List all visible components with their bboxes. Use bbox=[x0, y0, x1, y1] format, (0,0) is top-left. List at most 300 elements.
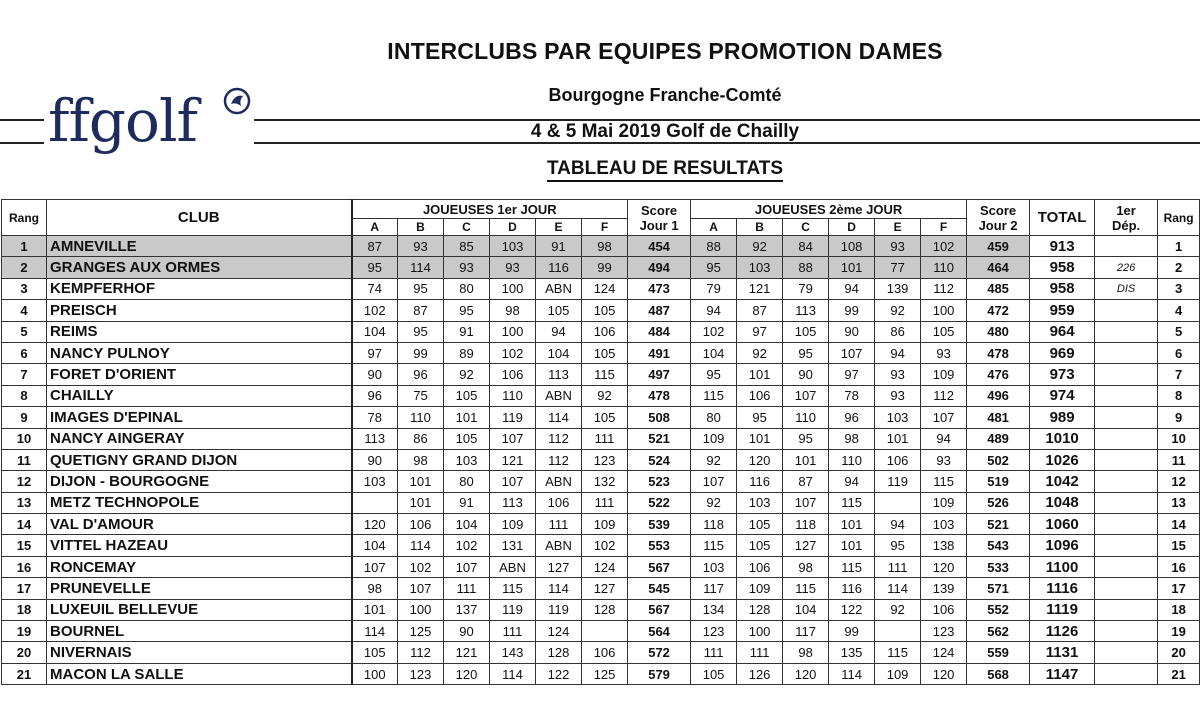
day2-player-a-score: 123 bbox=[691, 621, 737, 642]
day2-player-e-score: 119 bbox=[875, 471, 921, 492]
day1-player-b-score: 101 bbox=[398, 492, 444, 513]
day1-player-a-score: 100 bbox=[352, 663, 398, 684]
day1-total-cell: 553 bbox=[628, 535, 691, 556]
day2-total-cell: 559 bbox=[967, 642, 1030, 663]
day2-player-a-score: 118 bbox=[691, 514, 737, 535]
day2-player-a-score: 111 bbox=[691, 642, 737, 663]
day2-player-c-score: 95 bbox=[783, 428, 829, 449]
rank-cell: 6 bbox=[2, 342, 47, 363]
day1-player-e-score: 106 bbox=[536, 492, 582, 513]
day1-player-f-score: 125 bbox=[582, 663, 628, 684]
grand-total-cell: 989 bbox=[1030, 407, 1095, 428]
day1-player-d-score: 119 bbox=[490, 599, 536, 620]
day2-player-c-score: 115 bbox=[783, 578, 829, 599]
club-name-cell: DIJON - BOURGOGNE bbox=[47, 471, 352, 492]
col-d2-b: B bbox=[737, 219, 783, 236]
day2-player-a-score: 95 bbox=[691, 364, 737, 385]
day2-total-cell: 459 bbox=[967, 236, 1030, 257]
score1-label-2: Jour 1 bbox=[639, 217, 679, 233]
dep-label-1: 1er bbox=[1116, 202, 1136, 218]
day1-total-cell: 508 bbox=[628, 407, 691, 428]
club-name-cell: CHAILLY bbox=[47, 385, 352, 406]
day2-player-b-score: 109 bbox=[737, 578, 783, 599]
table-row bbox=[2, 449, 1200, 470]
rank-cell: 10 bbox=[2, 428, 47, 449]
day2-player-a-score: 117 bbox=[691, 578, 737, 599]
day2-player-b-score: 111 bbox=[737, 642, 783, 663]
rank-right-cell: 21 bbox=[1158, 663, 1200, 684]
document-header bbox=[0, 0, 1200, 195]
day2-player-f-score: 120 bbox=[921, 663, 967, 684]
day1-player-f-score: 106 bbox=[582, 321, 628, 342]
day2-player-a-score: 109 bbox=[691, 428, 737, 449]
club-name-cell: RONCEMAY bbox=[47, 556, 352, 577]
rank-right-cell: 12 bbox=[1158, 471, 1200, 492]
table-row bbox=[2, 342, 1200, 363]
day1-player-e-score: ABN bbox=[536, 385, 582, 406]
day1-player-d-score: 110 bbox=[490, 385, 536, 406]
day2-player-c-score: 101 bbox=[783, 449, 829, 470]
table-row bbox=[2, 492, 1200, 513]
first-departure-cell bbox=[1095, 578, 1158, 599]
day1-player-b-score: 93 bbox=[398, 236, 444, 257]
day2-player-a-score: 95 bbox=[691, 257, 737, 278]
day2-player-f-score: 138 bbox=[921, 535, 967, 556]
day2-player-f-score: 120 bbox=[921, 556, 967, 577]
day2-player-d-score: 101 bbox=[829, 514, 875, 535]
rank-right-cell: 14 bbox=[1158, 514, 1200, 535]
day2-player-e-score bbox=[875, 621, 921, 642]
col-d2-d: D bbox=[829, 219, 875, 236]
rank-cell: 19 bbox=[2, 621, 47, 642]
day2-total-cell: 476 bbox=[967, 364, 1030, 385]
day1-player-a-score: 97 bbox=[352, 342, 398, 363]
day2-player-b-score: 116 bbox=[737, 471, 783, 492]
day2-total-cell: 489 bbox=[967, 428, 1030, 449]
club-name-cell: KEMPFERHOF bbox=[47, 278, 352, 299]
day2-player-b-score: 121 bbox=[737, 278, 783, 299]
table-row bbox=[2, 514, 1200, 535]
day1-player-d-score: 107 bbox=[490, 428, 536, 449]
first-departure-cell bbox=[1095, 471, 1158, 492]
day1-player-d-score: ABN bbox=[490, 556, 536, 577]
day1-player-f-score: 123 bbox=[582, 449, 628, 470]
rank-right-cell: 13 bbox=[1158, 492, 1200, 513]
day1-player-f-score: 115 bbox=[582, 364, 628, 385]
rank-right-cell: 17 bbox=[1158, 578, 1200, 599]
day1-player-c-score: 121 bbox=[444, 642, 490, 663]
day2-player-c-score: 95 bbox=[783, 342, 829, 363]
first-departure-cell bbox=[1095, 428, 1158, 449]
day1-player-c-score: 107 bbox=[444, 556, 490, 577]
day1-player-e-score: 111 bbox=[536, 514, 582, 535]
first-departure-cell bbox=[1095, 514, 1158, 535]
day2-player-e-score: 103 bbox=[875, 407, 921, 428]
club-name-cell: GRANGES AUX ORMES bbox=[47, 257, 352, 278]
day2-total-cell: 562 bbox=[967, 621, 1030, 642]
day1-player-d-score: 115 bbox=[490, 578, 536, 599]
day1-player-f-score: 92 bbox=[582, 385, 628, 406]
col-d1-f: F bbox=[582, 219, 628, 236]
rank-right-cell: 16 bbox=[1158, 556, 1200, 577]
day1-player-b-score: 99 bbox=[398, 342, 444, 363]
day1-total-cell: 491 bbox=[628, 342, 691, 363]
day2-player-f-score: 115 bbox=[921, 471, 967, 492]
table-title bbox=[330, 158, 1000, 180]
day1-player-b-score: 114 bbox=[398, 535, 444, 556]
logo-wordmark: ffgolf bbox=[48, 87, 197, 155]
day2-total-cell: 485 bbox=[967, 278, 1030, 299]
day2-total-cell: 526 bbox=[967, 492, 1030, 513]
day2-player-d-score: 97 bbox=[829, 364, 875, 385]
day1-player-c-score: 89 bbox=[444, 342, 490, 363]
day1-player-f-score bbox=[582, 621, 628, 642]
first-departure-cell bbox=[1095, 535, 1158, 556]
day2-player-d-score: 114 bbox=[829, 663, 875, 684]
day1-player-b-score: 107 bbox=[398, 578, 444, 599]
day1-player-b-score: 123 bbox=[398, 663, 444, 684]
day1-player-a-score: 114 bbox=[352, 621, 398, 642]
day1-player-d-score: 114 bbox=[490, 663, 536, 684]
day1-player-d-score: 109 bbox=[490, 514, 536, 535]
table-row bbox=[2, 385, 1200, 406]
day1-player-c-score: 102 bbox=[444, 535, 490, 556]
day2-player-e-score: 94 bbox=[875, 514, 921, 535]
day2-player-d-score: 99 bbox=[829, 621, 875, 642]
day2-player-c-score: 90 bbox=[783, 364, 829, 385]
dep-label-2: Dép. bbox=[1111, 217, 1141, 233]
day1-player-c-score: 80 bbox=[444, 278, 490, 299]
col-dep bbox=[1095, 200, 1158, 236]
rank-right-cell: 6 bbox=[1158, 342, 1200, 363]
day1-player-f-score: 124 bbox=[582, 556, 628, 577]
day2-player-c-score: 127 bbox=[783, 535, 829, 556]
day1-player-b-score: 95 bbox=[398, 321, 444, 342]
col-club: CLUB bbox=[47, 200, 352, 236]
day2-player-c-score: 87 bbox=[783, 471, 829, 492]
rank-cell: 18 bbox=[2, 599, 47, 620]
day1-player-e-score: 91 bbox=[536, 236, 582, 257]
grand-total-cell: 959 bbox=[1030, 300, 1095, 321]
club-name-cell: NIVERNAIS bbox=[47, 642, 352, 663]
day1-player-b-score: 96 bbox=[398, 364, 444, 385]
day2-player-a-score: 105 bbox=[691, 663, 737, 684]
day2-player-d-score: 78 bbox=[829, 385, 875, 406]
rank-cell: 11 bbox=[2, 449, 47, 470]
day1-player-a-score: 113 bbox=[352, 428, 398, 449]
day1-player-f-score: 102 bbox=[582, 535, 628, 556]
day1-player-a-score: 104 bbox=[352, 535, 398, 556]
day2-player-e-score: 93 bbox=[875, 385, 921, 406]
day1-player-a-score: 95 bbox=[352, 257, 398, 278]
day1-player-d-score: 100 bbox=[490, 278, 536, 299]
table-row bbox=[2, 364, 1200, 385]
results-body bbox=[2, 236, 1200, 685]
day1-player-a-score: 90 bbox=[352, 364, 398, 385]
day1-player-b-score: 101 bbox=[398, 471, 444, 492]
day1-player-f-score: 109 bbox=[582, 514, 628, 535]
golf-ball-icon bbox=[222, 86, 252, 116]
rank-right-cell: 4 bbox=[1158, 300, 1200, 321]
day1-player-c-score: 101 bbox=[444, 407, 490, 428]
rank-cell: 17 bbox=[2, 578, 47, 599]
day2-player-c-score: 107 bbox=[783, 492, 829, 513]
day2-player-d-score: 108 bbox=[829, 236, 875, 257]
day1-player-f-score: 105 bbox=[582, 407, 628, 428]
rank-right-cell: 18 bbox=[1158, 599, 1200, 620]
day1-player-c-score: 90 bbox=[444, 621, 490, 642]
day1-player-b-score: 87 bbox=[398, 300, 444, 321]
day1-total-cell: 454 bbox=[628, 236, 691, 257]
day2-player-b-score: 95 bbox=[737, 407, 783, 428]
day2-total-cell: 478 bbox=[967, 342, 1030, 363]
day2-player-f-score: 93 bbox=[921, 449, 967, 470]
day1-player-b-score: 95 bbox=[398, 278, 444, 299]
col-group-day2: JOUEUSES 2ème JOUR bbox=[691, 200, 967, 219]
day2-player-c-score: 120 bbox=[783, 663, 829, 684]
day1-player-e-score: 122 bbox=[536, 663, 582, 684]
grand-total-cell: 1060 bbox=[1030, 514, 1095, 535]
club-name-cell: IMAGES D'EPINAL bbox=[47, 407, 352, 428]
day1-player-e-score: ABN bbox=[536, 471, 582, 492]
col-group-day1: JOUEUSES 1er JOUR bbox=[352, 200, 628, 219]
day1-player-d-score: 107 bbox=[490, 471, 536, 492]
day1-player-a-score: 87 bbox=[352, 236, 398, 257]
rank-right-cell: 15 bbox=[1158, 535, 1200, 556]
table-row bbox=[2, 300, 1200, 321]
day1-player-b-score: 125 bbox=[398, 621, 444, 642]
day1-player-f-score: 111 bbox=[582, 492, 628, 513]
day1-total-cell: 487 bbox=[628, 300, 691, 321]
club-name-cell: QUETIGNY GRAND DIJON bbox=[47, 449, 352, 470]
grand-total-cell: 1026 bbox=[1030, 449, 1095, 470]
day1-player-e-score: 105 bbox=[536, 300, 582, 321]
day1-player-a-score: 104 bbox=[352, 321, 398, 342]
rank-cell: 9 bbox=[2, 407, 47, 428]
region-subtitle: Bourgogne Franche-Comté bbox=[548, 85, 782, 105]
rank-right-cell: 5 bbox=[1158, 321, 1200, 342]
first-departure-cell bbox=[1095, 556, 1158, 577]
day2-player-f-score: 109 bbox=[921, 492, 967, 513]
day2-player-f-score: 102 bbox=[921, 236, 967, 257]
club-name-cell: PRUNEVELLE bbox=[47, 578, 352, 599]
club-name-cell: MACON LA SALLE bbox=[47, 663, 352, 684]
day2-player-e-score: 86 bbox=[875, 321, 921, 342]
day2-player-b-score: 92 bbox=[737, 236, 783, 257]
day2-player-d-score: 94 bbox=[829, 471, 875, 492]
day2-player-e-score: 109 bbox=[875, 663, 921, 684]
day2-total-cell: 521 bbox=[967, 514, 1030, 535]
day1-player-b-score: 114 bbox=[398, 257, 444, 278]
day2-player-a-score: 107 bbox=[691, 471, 737, 492]
day2-total-cell: 496 bbox=[967, 385, 1030, 406]
grand-total-cell: 1147 bbox=[1030, 663, 1095, 684]
first-departure-cell bbox=[1095, 599, 1158, 620]
first-departure-cell bbox=[1095, 492, 1158, 513]
day1-player-a-score: 101 bbox=[352, 599, 398, 620]
rank-right-cell: 3 bbox=[1158, 278, 1200, 299]
rank-right-cell: 1 bbox=[1158, 236, 1200, 257]
first-departure-cell bbox=[1095, 321, 1158, 342]
day1-player-e-score: 124 bbox=[536, 621, 582, 642]
day1-player-d-score: 131 bbox=[490, 535, 536, 556]
day1-total-cell: 522 bbox=[628, 492, 691, 513]
day1-player-e-score: 119 bbox=[536, 599, 582, 620]
day1-player-b-score: 110 bbox=[398, 407, 444, 428]
day2-player-d-score: 101 bbox=[829, 535, 875, 556]
day1-player-a-score: 120 bbox=[352, 514, 398, 535]
day1-player-c-score: 91 bbox=[444, 492, 490, 513]
day2-player-c-score: 104 bbox=[783, 599, 829, 620]
score2-label-2: Jour 2 bbox=[978, 217, 1018, 233]
day1-player-a-score: 105 bbox=[352, 642, 398, 663]
grand-total-cell: 1042 bbox=[1030, 471, 1095, 492]
day2-player-b-score: 126 bbox=[737, 663, 783, 684]
day2-total-cell: 480 bbox=[967, 321, 1030, 342]
first-departure-cell bbox=[1095, 385, 1158, 406]
rank-cell: 16 bbox=[2, 556, 47, 577]
day1-player-c-score: 92 bbox=[444, 364, 490, 385]
club-name-cell: BOURNEL bbox=[47, 621, 352, 642]
day2-total-cell: 571 bbox=[967, 578, 1030, 599]
day2-player-b-score: 103 bbox=[737, 257, 783, 278]
first-departure-cell bbox=[1095, 342, 1158, 363]
day1-player-e-score: 113 bbox=[536, 364, 582, 385]
day2-player-c-score: 79 bbox=[783, 278, 829, 299]
rank-cell: 14 bbox=[2, 514, 47, 535]
day2-player-d-score: 135 bbox=[829, 642, 875, 663]
day2-total-cell: 519 bbox=[967, 471, 1030, 492]
day1-player-a-score: 78 bbox=[352, 407, 398, 428]
day2-player-f-score: 100 bbox=[921, 300, 967, 321]
day1-player-f-score: 127 bbox=[582, 578, 628, 599]
rank-right-cell: 8 bbox=[1158, 385, 1200, 406]
day2-player-c-score: 88 bbox=[783, 257, 829, 278]
rank-cell: 3 bbox=[2, 278, 47, 299]
col-d2-a: A bbox=[691, 219, 737, 236]
day2-player-a-score: 80 bbox=[691, 407, 737, 428]
day2-player-f-score: 93 bbox=[921, 342, 967, 363]
day2-player-c-score: 98 bbox=[783, 642, 829, 663]
day1-player-d-score: 111 bbox=[490, 621, 536, 642]
day1-player-b-score: 100 bbox=[398, 599, 444, 620]
day1-player-f-score: 111 bbox=[582, 428, 628, 449]
day2-player-d-score: 116 bbox=[829, 578, 875, 599]
rank-right-cell: 10 bbox=[1158, 428, 1200, 449]
day2-player-d-score: 110 bbox=[829, 449, 875, 470]
rank-cell: 15 bbox=[2, 535, 47, 556]
day1-player-d-score: 98 bbox=[490, 300, 536, 321]
table-row bbox=[2, 556, 1200, 577]
day1-player-b-score: 106 bbox=[398, 514, 444, 535]
score2-label-1: Score bbox=[980, 202, 1017, 218]
col-rang-right: Rang bbox=[1158, 200, 1200, 236]
day1-player-e-score: 114 bbox=[536, 407, 582, 428]
day1-player-a-score: 107 bbox=[352, 556, 398, 577]
day1-total-cell: 494 bbox=[628, 257, 691, 278]
day2-player-e-score: 92 bbox=[875, 599, 921, 620]
day2-player-e-score: 139 bbox=[875, 278, 921, 299]
day1-total-cell: 579 bbox=[628, 663, 691, 684]
first-departure-cell bbox=[1095, 407, 1158, 428]
day2-player-b-score: 101 bbox=[737, 428, 783, 449]
day2-player-e-score: 114 bbox=[875, 578, 921, 599]
day2-player-d-score: 96 bbox=[829, 407, 875, 428]
first-departure-cell: DIS bbox=[1095, 278, 1158, 299]
day1-player-e-score: ABN bbox=[536, 535, 582, 556]
day1-player-c-score: 95 bbox=[444, 300, 490, 321]
rank-cell: 20 bbox=[2, 642, 47, 663]
day2-player-b-score: 128 bbox=[737, 599, 783, 620]
grand-total-cell: 973 bbox=[1030, 364, 1095, 385]
day1-player-b-score: 75 bbox=[398, 385, 444, 406]
day2-player-c-score: 84 bbox=[783, 236, 829, 257]
grand-total-cell: 958 bbox=[1030, 278, 1095, 299]
day2-player-c-score: 105 bbox=[783, 321, 829, 342]
day1-player-b-score: 98 bbox=[398, 449, 444, 470]
grand-total-cell: 1116 bbox=[1030, 578, 1095, 599]
day1-player-f-score: 105 bbox=[582, 342, 628, 363]
first-departure-cell bbox=[1095, 642, 1158, 663]
day1-total-cell: 484 bbox=[628, 321, 691, 342]
day1-player-a-score: 74 bbox=[352, 278, 398, 299]
grand-total-cell: 913 bbox=[1030, 236, 1095, 257]
day1-player-d-score: 100 bbox=[490, 321, 536, 342]
day1-player-c-score: 91 bbox=[444, 321, 490, 342]
table-row bbox=[2, 621, 1200, 642]
day1-total-cell: 524 bbox=[628, 449, 691, 470]
day1-player-e-score: 112 bbox=[536, 449, 582, 470]
day1-total-cell: 567 bbox=[628, 556, 691, 577]
rank-cell: 4 bbox=[2, 300, 47, 321]
day2-player-d-score: 99 bbox=[829, 300, 875, 321]
day1-total-cell: 521 bbox=[628, 428, 691, 449]
day2-player-a-score: 79 bbox=[691, 278, 737, 299]
date-venue: 4 & 5 Mai 2019 Golf de Chailly bbox=[530, 121, 800, 142]
table-row bbox=[2, 471, 1200, 492]
day1-player-c-score: 80 bbox=[444, 471, 490, 492]
day2-player-d-score: 122 bbox=[829, 599, 875, 620]
day2-player-f-score: 124 bbox=[921, 642, 967, 663]
day1-player-e-score: 127 bbox=[536, 556, 582, 577]
day2-player-d-score: 115 bbox=[829, 556, 875, 577]
day2-total-cell: 472 bbox=[967, 300, 1030, 321]
day2-player-f-score: 107 bbox=[921, 407, 967, 428]
day2-player-f-score: 123 bbox=[921, 621, 967, 642]
day1-player-d-score: 113 bbox=[490, 492, 536, 513]
grand-total-cell: 1010 bbox=[1030, 428, 1095, 449]
day1-player-e-score: 128 bbox=[536, 642, 582, 663]
table-row bbox=[2, 663, 1200, 684]
score1-label-1: Score bbox=[641, 202, 678, 218]
grand-total-cell: 1100 bbox=[1030, 556, 1095, 577]
rank-cell: 8 bbox=[2, 385, 47, 406]
day2-player-e-score: 94 bbox=[875, 342, 921, 363]
day2-total-cell: 533 bbox=[967, 556, 1030, 577]
grand-total-cell: 1048 bbox=[1030, 492, 1095, 513]
day2-player-a-score: 134 bbox=[691, 599, 737, 620]
day2-player-f-score: 139 bbox=[921, 578, 967, 599]
day2-player-c-score: 110 bbox=[783, 407, 829, 428]
day2-player-c-score: 113 bbox=[783, 300, 829, 321]
day1-player-f-score: 106 bbox=[582, 642, 628, 663]
col-d1-d: D bbox=[490, 219, 536, 236]
day2-player-f-score: 106 bbox=[921, 599, 967, 620]
day2-player-e-score: 95 bbox=[875, 535, 921, 556]
grand-total-cell: 1126 bbox=[1030, 621, 1095, 642]
day2-total-cell: 502 bbox=[967, 449, 1030, 470]
day1-player-f-score: 98 bbox=[582, 236, 628, 257]
